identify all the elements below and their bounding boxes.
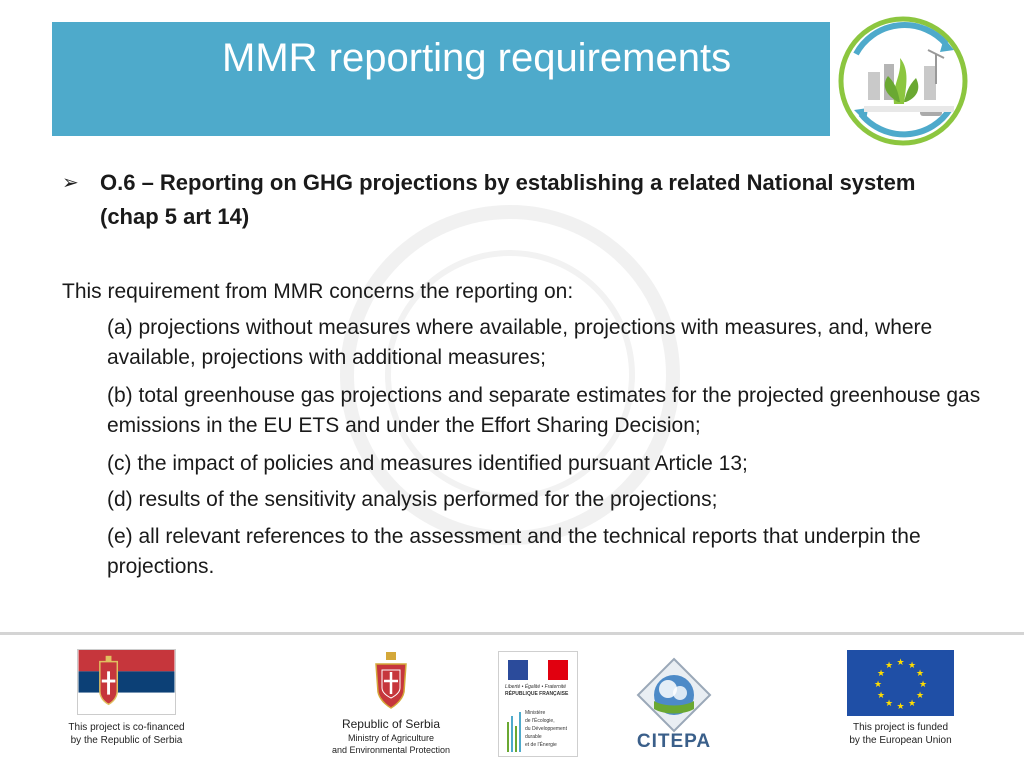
french-ministry-line: durable xyxy=(525,734,542,740)
french-ministry-line: et de l'Énergie xyxy=(525,742,557,748)
project-logo-icon xyxy=(836,14,970,148)
cofinanced-caption-line2: by the Republic of Serbia xyxy=(70,735,183,746)
french-ministry-line: Ministère xyxy=(525,710,546,716)
svg-text:★: ★ xyxy=(876,691,886,701)
french-flag-icon xyxy=(508,660,568,680)
french-ministry-line: du Développement xyxy=(525,726,567,732)
svg-text:★: ★ xyxy=(907,699,917,709)
ministry-bars-icon xyxy=(507,712,521,752)
footer-divider xyxy=(0,632,1024,635)
list-item: (a) projections without measures where available, projections with measures, and, where available, projections with additional measures; xyxy=(107,316,933,369)
french-ministry-logo xyxy=(498,651,578,757)
french-motto: Liberté • Égalité • Fraternité xyxy=(505,684,567,690)
svg-text:★: ★ xyxy=(884,661,894,671)
cofinanced-caption-line1: This project is co-financed xyxy=(68,722,185,733)
serbia-flag-icon xyxy=(77,649,176,715)
eu-caption-line2: by the European Union xyxy=(849,735,952,746)
list-item: (d) results of the sensitivity analysis performed for the projections; xyxy=(107,488,718,511)
serbia-ministry-line2: and Environmental Protection xyxy=(331,745,451,755)
intro-paragraph: This requirement from MMR concerns the reporting on: xyxy=(62,280,574,303)
serbia-title: Republic of Serbia xyxy=(341,717,441,731)
list-item: (e) all relevant references to the assessment and the technical reports that underpin the projections. xyxy=(107,525,921,578)
slide-title: MMR reporting requirements xyxy=(222,36,732,80)
serbia-ministry-line1: Ministry of Agriculture xyxy=(347,733,435,743)
svg-text:★: ★ xyxy=(876,669,886,679)
eu-flag-icon xyxy=(847,650,954,716)
svg-text:★: ★ xyxy=(918,680,928,690)
svg-text:★: ★ xyxy=(915,691,925,701)
french-republic: RÉPUBLIQUE FRANÇAISE xyxy=(505,691,569,697)
list-item: (c) the impact of policies and measures identified pursuant Article 13; xyxy=(107,452,748,475)
svg-text:★: ★ xyxy=(896,702,905,712)
svg-text:★: ★ xyxy=(907,661,917,671)
serbia-coat-of-arms-icon xyxy=(372,652,410,710)
section-heading: O.6 – Reporting on GHG projections by establishing a related National system (chap 5 art 14) xyxy=(100,170,916,229)
svg-text:★: ★ xyxy=(873,680,883,690)
list-item: (b) total greenhouse gas projections and separate estimates for the projected greenhouse gas emissions in the EU ETS and under the Effort Sharing Decision; xyxy=(107,384,981,437)
svg-text:★: ★ xyxy=(896,658,905,668)
eu-caption-line1: This project is funded xyxy=(852,722,949,733)
citepa-name: CITEPA xyxy=(636,731,712,752)
bullet-arrow-icon: ➢ xyxy=(62,172,79,194)
svg-text:★: ★ xyxy=(884,699,894,709)
french-ministry-line: de l'Écologie, xyxy=(525,718,555,724)
svg-text:★: ★ xyxy=(915,669,925,679)
